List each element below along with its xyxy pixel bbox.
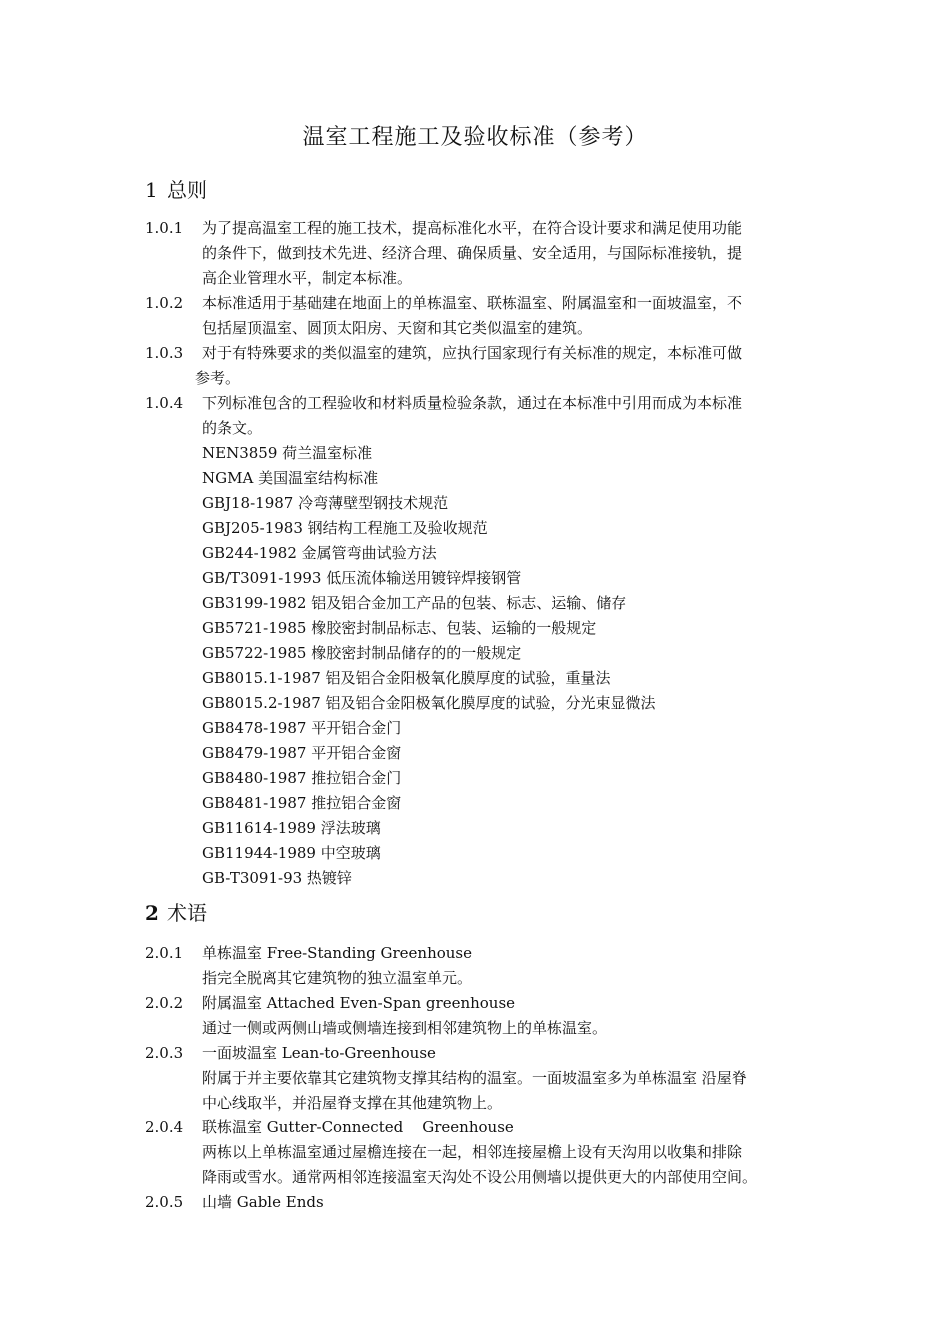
term-definition: 两栋以上单栋温室通过屋檐连接在一起，相邻连接屋檐上设有天沟用以收集和排除 (202, 1143, 743, 1161)
term-definition: 降雨或雪水。通常两相邻连接温室天沟处不设公用侧墙以提供更大的内部使用空间。 (202, 1168, 758, 1186)
chapter-number: 2 (145, 901, 159, 925)
clause-text: 的条文。 (202, 419, 263, 437)
clause-text: 高企业管理水平，制定本标准。 (202, 269, 413, 287)
clause-text: 为了提高温室工程的施工技术，提高标准化水平，在符合设计要求和满足使用功能 (202, 219, 743, 237)
term-definition: 中心线取半，并沿屋脊支撑在其他建筑物上。 (202, 1094, 503, 1112)
standard-item: GB8480-1987 推拉铝合金门 (202, 769, 402, 787)
term-heading: 一面坡温室 Lean-to-Greenhouse (202, 1044, 436, 1062)
clause-number: 1.0.3 (145, 344, 184, 362)
clause-number: 2.0.5 (145, 1193, 184, 1211)
standard-item: GB11944-1989 中空玻璃 (202, 844, 381, 862)
clause-number: 2.0.2 (145, 994, 184, 1012)
term-definition: 附属于并主要依靠其它建筑物支撑其结构的温室。一面坡温室多为单栋温室 沿屋脊 (202, 1069, 747, 1087)
clause-number: 2.0.3 (145, 1044, 184, 1062)
standard-item: GB5722-1985 橡胶密封制品储存的的一般规定 (202, 644, 522, 662)
clause-text: 对于有特殊要求的类似温室的建筑，应执行国家现行有关标准的规定，本标准可做 (202, 344, 743, 362)
standard-item: GB5721-1985 橡胶密封制品标志、包装、运输的一般规定 (202, 619, 597, 637)
term-heading: 联栋温室 Gutter-Connected Greenhouse (202, 1118, 514, 1136)
clause-number: 1.0.4 (145, 394, 184, 412)
clause-text: 的条件下，做到技术先进、经济合理、确保质量、安全适用，与国际标准接轨，提 (202, 244, 743, 262)
chapter-title: 总则 (167, 178, 207, 202)
chapter-2-heading (145, 897, 207, 926)
standard-item: GB11614-1989 浮法玻璃 (202, 819, 381, 837)
standard-item: GBJ205-1983 钢结构工程施工及验收规范 (202, 519, 488, 537)
standard-item: GB8015.2-1987 铝及铝合金阳极氧化膜厚度的试验，分光束显微法 (202, 694, 656, 712)
standard-item: GB244-1982 金属管弯曲试验方法 (202, 544, 437, 562)
standard-item: GB3199-1982 铝及铝合金加工产品的包装、标志、运输、储存 (202, 594, 627, 612)
standard-item: GB-T3091-93 热镀锌 (202, 869, 352, 887)
clause-text: 下列标准包含的工程验收和材料质量检验条款，通过在本标准中引用而成为本标准 (202, 394, 743, 412)
standard-item: NGMA 美国温室结构标准 (202, 469, 379, 487)
standard-item: GB8479-1987 平开铝合金窗 (202, 744, 402, 762)
standard-item: NEN3859 荷兰温室标准 (202, 444, 373, 462)
standard-item: GB8481-1987 推拉铝合金窗 (202, 794, 402, 812)
clause-number: 1.0.2 (145, 294, 184, 312)
standard-item: GB8015.1-1987 铝及铝合金阳极氧化膜厚度的试验，重量法 (202, 669, 611, 687)
term-definition: 通过一侧或两侧山墙或侧墙连接到相邻建筑物上的单栋温室。 (202, 1019, 608, 1037)
chapter-1-heading (145, 174, 207, 203)
document-title: 温室工程施工及验收标准（参考） (302, 125, 648, 150)
clause-number: 2.0.1 (145, 944, 184, 962)
clause-text: 本标准适用于基础建在地面上的单栋温室、联栋温室、附属温室和一面坡温室，不 (202, 294, 743, 312)
term-heading: 山墙 Gable Ends (202, 1193, 324, 1211)
clause-number: 1.0.1 (145, 219, 184, 237)
clause-number: 2.0.4 (145, 1118, 184, 1136)
chapter-title: 术语 (167, 901, 207, 925)
clause-text: 参考。 (195, 369, 241, 387)
chapter-number: 1 (145, 178, 158, 202)
standard-item: GB/T3091-1993 低压流体输送用镀锌焊接钢管 (202, 569, 522, 587)
standard-item: GB8478-1987 平开铝合金门 (202, 719, 402, 737)
term-heading: 单栋温室 Free-Standing Greenhouse (202, 944, 473, 962)
standard-item: GBJ18-1987 冷弯薄壁型钢技术规范 (202, 494, 449, 512)
term-definition: 指完全脱离其它建筑物的独立温室单元。 (202, 969, 473, 987)
term-heading: 附属温室 Attached Even-Span greenhouse (202, 994, 516, 1012)
clause-text: 包括屋顶温室、圆顶太阳房、天窗和其它类似温室的建筑。 (202, 319, 593, 337)
